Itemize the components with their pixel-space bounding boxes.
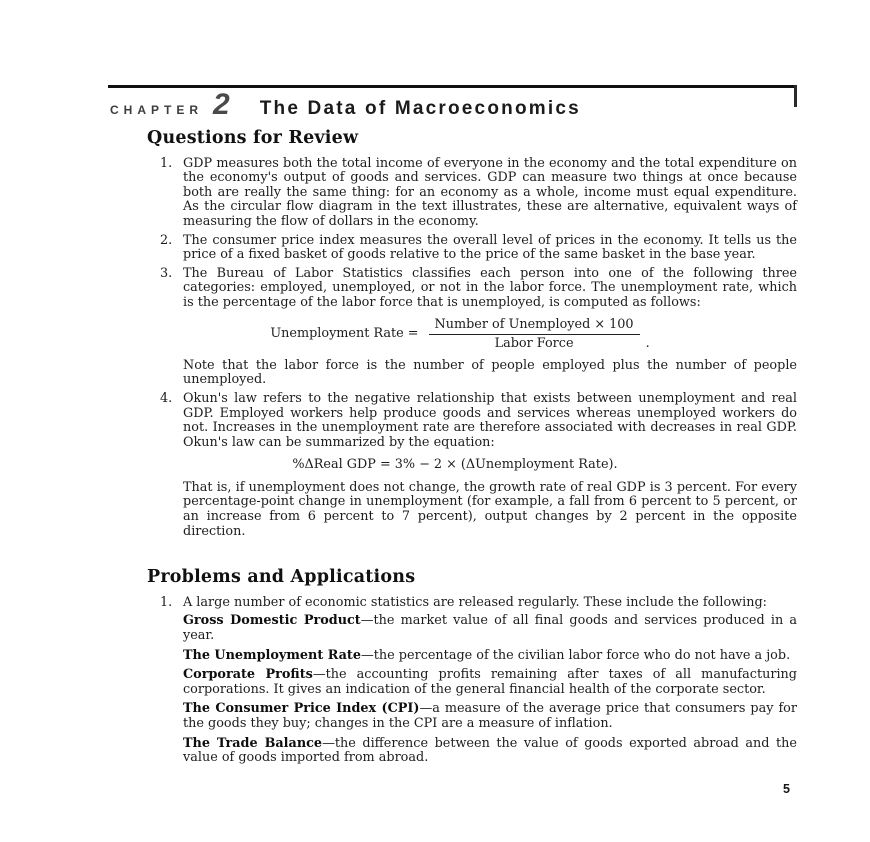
definition-text: —the difference between the value of goods exported abroad and the value of goods imported from abroad. <box>183 735 797 766</box>
definition-text: —the percentage of the civilian labor force who do not have a job. <box>360 647 791 663</box>
chapter-number: 2 <box>213 88 230 121</box>
question-item-4 <box>110 392 797 450</box>
definition-term: Corporate Profits <box>183 667 313 683</box>
definition-text: —the market value of all final goods and services produced in a year. <box>183 613 797 644</box>
questions-section-heading: Questions for Review <box>147 128 359 148</box>
labor-force-note: Note that the labor force is the number of people employed plus the number of people unemployed. <box>183 357 797 388</box>
question-text: Okun's law refers to the negative relationship that exists between unemployment and real GDP. Employed workers help produce goods and services whereas unemployed workers do not. Increases in the unemployment rate are therefore associated with decreases in real GDP. Okun's law can be summarized by the equation: <box>183 390 797 450</box>
problem-text: A large number of economic statistics are released regularly. These include the following: <box>183 594 767 610</box>
question-item-3 <box>110 267 797 311</box>
chapter-title: The Data of Macroeconomics <box>259 98 581 119</box>
chapter-header <box>110 90 797 120</box>
question-number: 2. <box>160 232 173 248</box>
question-text: The Bureau of Labor Statistics classifies each person into one of the following three categories: employed, unemployed, or not in the labor force. The unemployment rate, which is the percentage of the labor force that is unemployed, is computed as follows: <box>183 265 797 310</box>
definition-term: The Unemployment Rate <box>183 647 361 663</box>
chapter-top-rule <box>108 85 797 88</box>
problem-number: 1. <box>160 594 173 610</box>
question-item-1 <box>110 157 797 230</box>
question-number: 1. <box>160 155 173 171</box>
unemployment-rate-equation <box>110 318 737 352</box>
equation-suffix: . <box>645 336 650 352</box>
problem-item-1 <box>110 596 797 611</box>
question-number: 3. <box>160 265 173 281</box>
chapter-label: CHAPTER <box>110 103 204 117</box>
equation-lhs: Unemployment Rate = <box>270 326 419 342</box>
equation-fraction <box>429 318 640 352</box>
okuns-law-explanation: That is, if unemployment does not change, the growth rate of real GDP is 3 percent. For every percentage-point change in unemployment (for example, a fall from 6 percent to 5 percent, or an increase from 6 percent to 7 percent), output changes by 2 percent in the opposite direction. <box>183 479 797 539</box>
question-item-2 <box>110 234 797 263</box>
definition-trade-balance <box>110 737 797 766</box>
equation-denominator: Labor Force <box>494 336 574 352</box>
definition-term: The Trade Balance <box>183 735 323 751</box>
question-number: 4. <box>160 390 173 406</box>
equation-numerator: Number of Unemployed × 100 <box>429 318 640 336</box>
page-content <box>110 128 797 771</box>
definition-unemployment-rate <box>110 649 797 664</box>
definition-cpi <box>110 702 797 731</box>
definition-term: The Consumer Price Index (CPI) <box>183 701 420 717</box>
problems-section-heading: Problems and Applications <box>147 567 416 588</box>
page-number: 5 <box>783 782 790 796</box>
definition-text: —the accounting profits remaining after taxes of all manufacturing corporations. It gives an indication of the general financial health of the corporate sector. <box>183 667 797 697</box>
question-text: The consumer price index measures the overall level of prices in the economy. It tells us the price of a fixed basket of goods relative to the price of the same basket in the base year. <box>183 232 797 263</box>
definition-term: Gross Domestic Product <box>183 613 361 629</box>
definition-corporate-profits <box>110 668 797 697</box>
definition-gdp <box>110 614 797 643</box>
definition-text: —a measure of the average price that consumers pay for the goods they buy; changes in the CPI are a measure of inflation. <box>183 701 797 731</box>
okuns-law-equation: %ΔReal GDP = 3% − 2 × (ΔUnemployment Rate). <box>292 457 618 473</box>
question-text: GDP measures both the total income of everyone in the economy and the total expenditure on the economy's output of goods and services. GDP can measure two things at once because both are really the same thing: for an economy as a whole, income must equal expenditure. As the circular flow diagram in the text illustrates, these are alternative, equivalent ways of measuring the flow of dollars in the economy. <box>183 155 797 229</box>
